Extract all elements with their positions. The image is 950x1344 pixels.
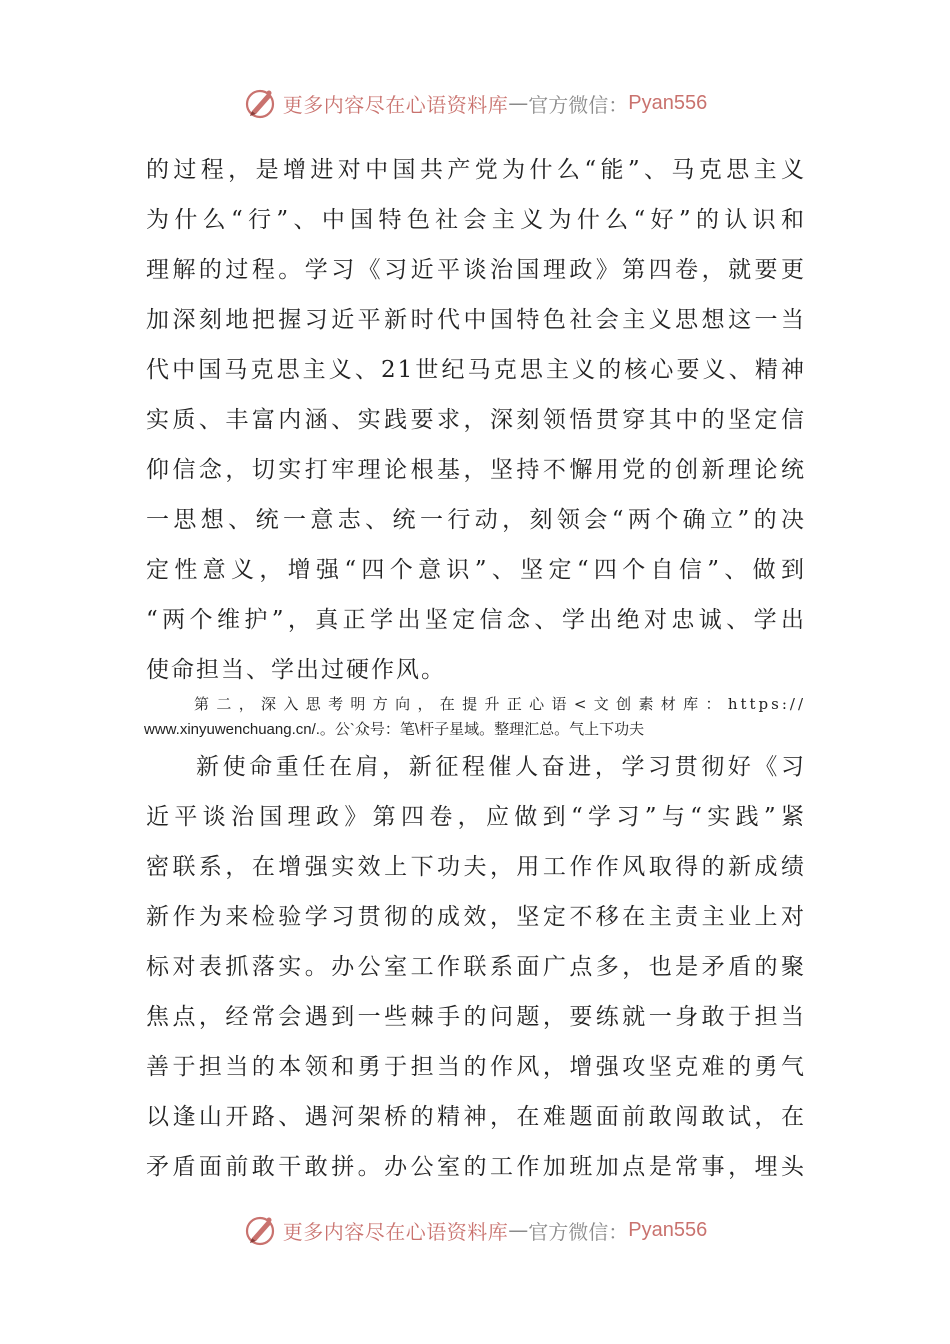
text-line: 理解的过程。学习《习近平谈治国理政》第四卷，就要更 [146, 257, 806, 283]
paragraph-one [146, 145, 806, 695]
text-line: 为什么“行”、中国特色社会主义为什么“好”的认识和 [146, 207, 806, 233]
text-line: 代中国马克思主义、21世纪马克思主义的核心要义、精神 [146, 357, 806, 383]
text-line: 新作为来检验学习贯彻的成效，坚定不移在主责主业上对 [146, 904, 806, 930]
banner-wechat-id: Pyan556 [628, 91, 708, 114]
text-line: 的过程，是增进对中国共产党为什么“能”、马克思主义 [146, 157, 806, 183]
text-line: 使命担当、学出过硬作风。 [146, 657, 446, 683]
pen-circle-logo-icon [243, 85, 279, 121]
banner-subtitle: 官方微信： [528, 1219, 629, 1244]
text-line: 善于担当的本领和勇于担当的作风，增强攻坚克难的勇气 [146, 1054, 806, 1080]
banner-title: 更多内容尽在心语资料库 [282, 1219, 509, 1244]
text-line: 矛盾面前敢干敢拼。办公室的工作加班加点是常事，埋头 [146, 1154, 806, 1180]
footer-banner [0, 1210, 950, 1250]
text-line: 定性意义，增强“四个意识”、坚定“四个自信”、做到 [146, 557, 806, 583]
text-line: 新使命重任在肩，新征程催人奋进，学习贯彻好《习 [196, 754, 806, 780]
text-line: 标对表抓落实。办公室工作联系面广点多，也是矛盾的聚 [146, 954, 806, 980]
section-heading-line-2: www.xinyuwenchuang.cn/.。公`众号：笔\杆子星域。整理汇总。气上下功夫 [144, 721, 645, 738]
text-line: “两个维护”，真正学出坚定信念、学出绝对忠诚、学出 [146, 607, 806, 633]
banner-title: 更多内容尽在心语资料库 [282, 92, 509, 117]
text-line: 密联系，在增强实效上下功夫，用工作作风取得的新成绩 [146, 854, 806, 880]
paragraph-two [146, 742, 806, 1192]
banner-separator: — [508, 1218, 529, 1242]
banner-wechat-id: Pyan556 [628, 1218, 708, 1241]
pen-circle-logo-icon [243, 1212, 279, 1248]
text-line: 仰信念，切实打牢理论根基，坚持不懈用党的创新理论统 [146, 457, 806, 483]
text-line: 以逢山开路、遇河架桥的精神，在难题面前敢闯敢试，在 [146, 1104, 806, 1130]
text-line: 焦点，经常会遇到一些棘手的问题，要练就一身敢于担当 [146, 1004, 806, 1030]
banner-separator: — [508, 91, 529, 115]
header-banner [0, 83, 950, 123]
text-line: 实质、丰富内涵、实践要求，深刻领悟贯穿其中的坚定信 [146, 407, 806, 433]
banner-subtitle: 官方微信： [528, 92, 629, 117]
section-heading-line-1: 第二，深入思考明方向，在提升正心语<文创素材库：https:// [194, 695, 806, 713]
text-line: 近平谈治国理政》第四卷，应做到“学习”与“实践”紧 [146, 804, 806, 830]
text-line: 加深刻地把握习近平新时代中国特色社会主义思想这一当 [146, 307, 806, 333]
text-line: 一思想、统一意志、统一行动，刻领会“两个确立”的决 [146, 507, 806, 533]
